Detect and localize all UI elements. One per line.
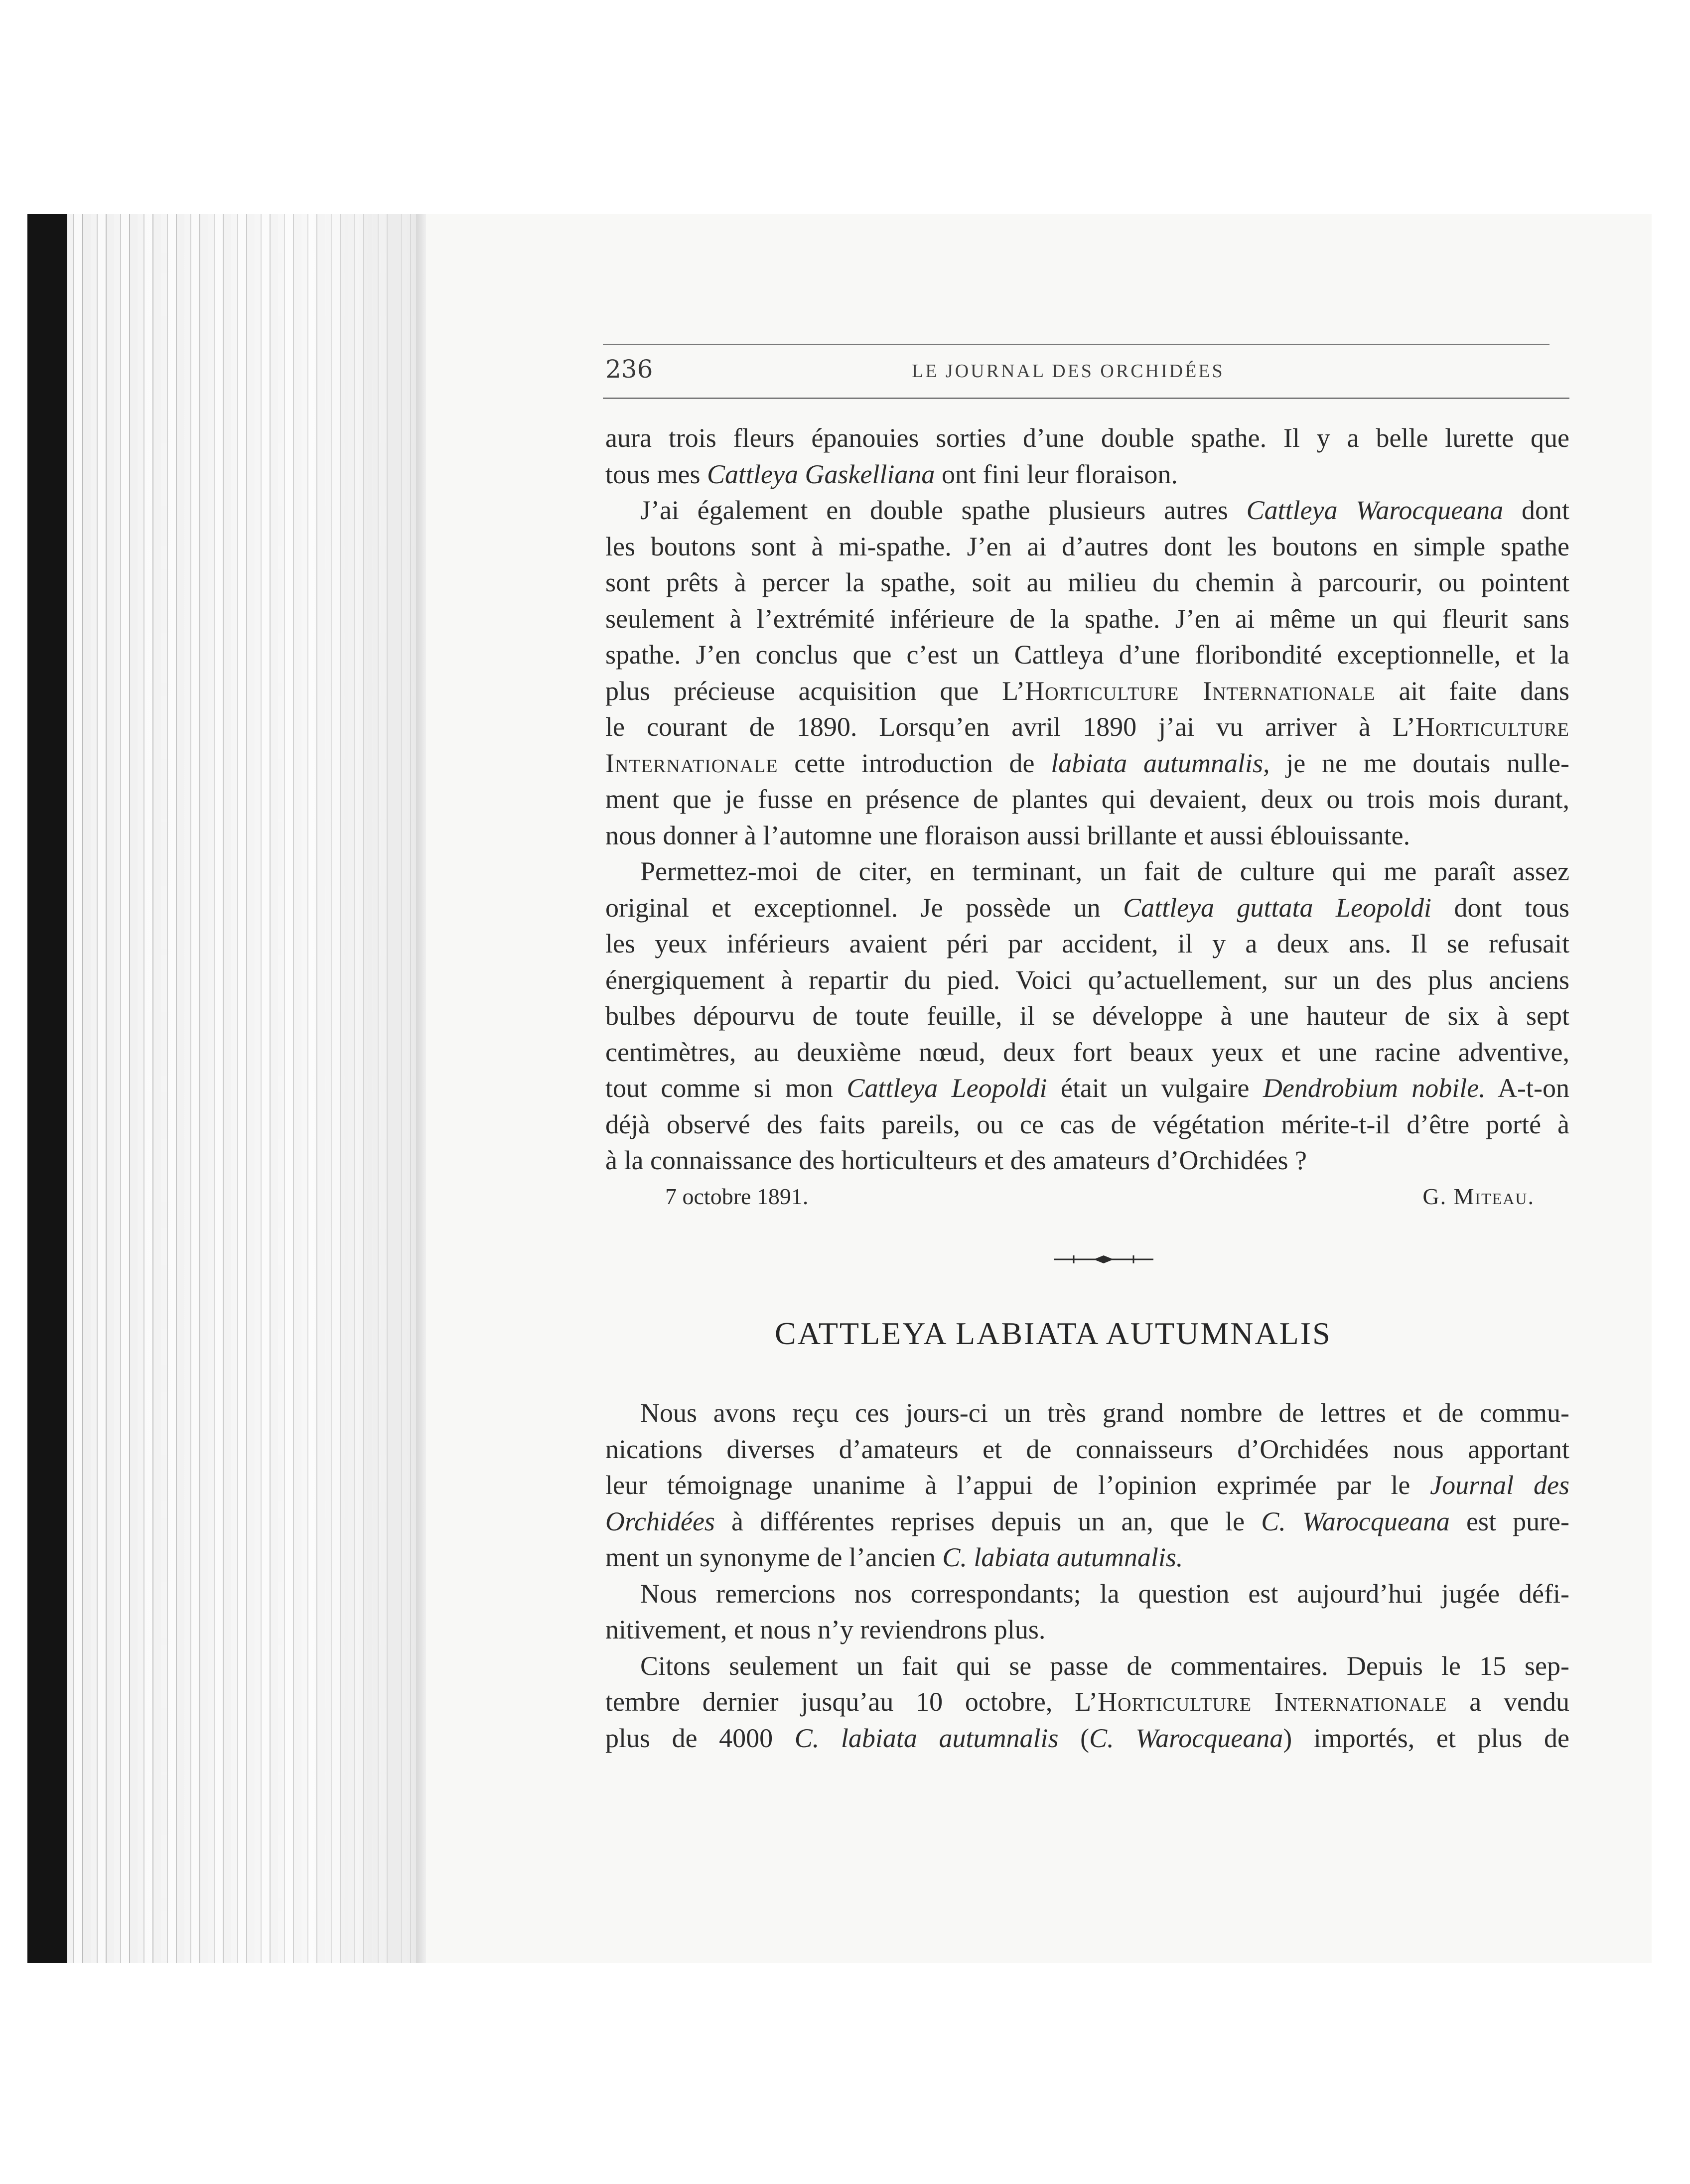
text-line xyxy=(605,926,1569,962)
text-line xyxy=(605,456,1569,493)
text-run: est pure- xyxy=(1449,1506,1570,1536)
text-line xyxy=(605,1684,1569,1720)
text-run: C. labiata autumnalis xyxy=(794,1723,1059,1753)
text-line xyxy=(605,1395,1569,1431)
text-run: déjà observé des faits pareils, ou ce cas de végétation mérite-t-il d’être porté à xyxy=(605,1109,1569,1139)
text-run: les yeux inférieurs avaient péri par accident, il y a deux ans. Il se refusait xyxy=(605,929,1569,958)
section-heading: CATTLEYA LABIATA AUTUMNALIS xyxy=(775,1316,1332,1351)
text-run: dont tous xyxy=(1431,892,1569,923)
text-run: labiata autumnalis, xyxy=(1051,748,1270,778)
text-run: cette introduction de xyxy=(778,748,1051,778)
text-line xyxy=(605,818,1569,854)
text-line xyxy=(605,853,1569,890)
running-title: LE JOURNAL DES ORCHIDÉES xyxy=(912,361,1225,382)
text-run: seulement à l’extrémité inférieure de la spathe. J’en ai même un qui fleurit sans xyxy=(605,603,1569,634)
text-line xyxy=(605,1142,1569,1179)
text-run: Dendrobium nobile. xyxy=(1263,1073,1486,1103)
text-line xyxy=(605,529,1569,565)
text-run: sont prêts à percer la spathe, soit au milieu du chemin à parcourir, ou pointent xyxy=(605,567,1569,597)
text-run: tembre dernier jusqu’au 10 octobre, L’ xyxy=(605,1687,1098,1717)
text-run: C. labiata autumnalis. xyxy=(942,1542,1183,1572)
text-run: Internationale xyxy=(605,748,778,778)
text-run: spathe. J’en conclus que c’est un Cattleya d’une floribondité exceptionnelle, et la xyxy=(605,640,1569,670)
text-run: Horticulture Internationale xyxy=(1025,676,1376,706)
text-run: nications diverses d’amateurs et de connaisseurs d’Orchidées nous apportant xyxy=(605,1434,1569,1464)
text-run: C. Warocqueana xyxy=(1261,1506,1450,1536)
book-cover-edge xyxy=(27,214,67,1963)
text-run: Horticulture Internationale xyxy=(1098,1687,1447,1717)
text-run: Orchidées xyxy=(605,1506,715,1536)
text-line xyxy=(605,962,1569,998)
text-run: ( xyxy=(1058,1723,1090,1753)
text-run: Cattleya Warocqueana xyxy=(1246,495,1504,525)
text-run: ment que je fusse en présence de plantes qui devaient, deux ou trois mois durant, xyxy=(605,784,1569,814)
text-line xyxy=(605,890,1569,926)
text-run: aura trois fleurs épanouies sorties d’une double spathe. Il y a belle lurette que xyxy=(605,423,1569,453)
text-run: nous donner à l’automne une floraison aussi brillante et aussi éblouissante. xyxy=(605,820,1410,850)
author-signature: G. Miteau. xyxy=(1422,1183,1535,1209)
text-run: plus de 4000 xyxy=(605,1723,795,1753)
top-rule xyxy=(603,344,1549,345)
text-run: a vendu xyxy=(1447,1687,1569,1717)
article-cattleya-body xyxy=(605,1395,1569,1756)
text-run: à la connaissance des horticulteurs et des amateurs d’Orchidées ? xyxy=(605,1145,1307,1175)
text-run: nitivement, et nous n’y reviendrons plus. xyxy=(605,1615,1046,1644)
text-run: les boutons sont à mi-spathe. J’en ai d’autres dont les boutons en simple spathe xyxy=(605,531,1569,561)
text-run: Cattleya Gaskelliana xyxy=(707,459,935,489)
text-run: le courant de 1890. Lorsqu’en avril 1890 j’ai vu arriver à L’ xyxy=(605,712,1415,742)
text-line xyxy=(605,998,1569,1034)
text-line xyxy=(605,601,1569,637)
text-run: Citons seulement un fait qui se passe de commentaires. Depuis le 15 sep- xyxy=(640,1650,1569,1681)
text-run: ment un synonyme de l’ancien xyxy=(605,1542,943,1572)
text-line xyxy=(605,1106,1569,1143)
dateline-signature xyxy=(605,1179,1569,1215)
text-run: tout comme si mon xyxy=(605,1073,847,1103)
text-run: Permettez-moi de citer, en terminant, un fait de culture qui me paraît assez xyxy=(640,856,1569,886)
text-run: ont fini leur floraison. xyxy=(935,459,1178,489)
text-run: C. Warocqueana xyxy=(1089,1723,1283,1753)
text-line xyxy=(605,1720,1569,1757)
text-line xyxy=(605,709,1569,745)
text-run: J’ai également en double spathe plusieurs autres xyxy=(640,495,1247,525)
ornament-diamond xyxy=(1094,1255,1114,1263)
text-run: original et exceptionnel. Je possède un xyxy=(605,892,1124,923)
text-run: Cattleya Leopoldi xyxy=(846,1073,1047,1103)
text-line xyxy=(605,1576,1569,1612)
stacked-page-edges xyxy=(67,214,416,1963)
text-run: était un vulgaire xyxy=(1047,1073,1263,1103)
text-run: leur témoignage unanime à l’appui de l’opinion exprimée par le xyxy=(605,1470,1430,1500)
text-run: ait faite dans xyxy=(1375,676,1569,706)
text-line xyxy=(605,492,1569,529)
text-run: A-t-on xyxy=(1485,1073,1569,1103)
page-number: 236 xyxy=(605,355,653,384)
text-line xyxy=(605,1070,1569,1106)
article-miteau-body xyxy=(605,420,1569,1215)
text-run: centimètres, au deuxième nœud, deux fort beaux yeux et une racine adventive, xyxy=(605,1037,1569,1067)
text-run: Nous remercions nos correspondants; la question est aujourd’hui jugée défi- xyxy=(640,1578,1569,1609)
text-line xyxy=(605,673,1569,709)
section-divider-ornament xyxy=(1054,1253,1153,1265)
text-run: tous mes xyxy=(605,459,707,489)
text-run: Nous avons reçu ces jours-ci un très grand nombre de lettres et de commu- xyxy=(640,1398,1569,1428)
text-run: ) importés, et plus de xyxy=(1283,1723,1569,1753)
text-line xyxy=(605,1503,1569,1540)
text-line xyxy=(605,420,1569,456)
text-line xyxy=(605,1539,1569,1576)
text-run: énergiquement à repartir du pied. Voici qu’actuellement, sur un des plus anciens xyxy=(605,964,1569,995)
article-date: 7 octobre 1891. xyxy=(665,1183,809,1209)
text-line xyxy=(605,745,1569,782)
text-line xyxy=(605,1648,1569,1684)
text-run: plus précieuse acquisition que L’ xyxy=(605,676,1025,706)
text-line xyxy=(605,1431,1569,1468)
header-rule xyxy=(603,398,1569,399)
text-line xyxy=(605,1034,1569,1071)
text-line xyxy=(605,637,1569,673)
text-run: Cattleya guttata Leopoldi xyxy=(1123,892,1432,923)
text-run: je ne me doutais nulle- xyxy=(1269,748,1570,778)
book-gutter xyxy=(416,214,426,1963)
text-run: Horticulture xyxy=(1415,712,1569,742)
text-line xyxy=(605,564,1569,601)
text-line xyxy=(605,781,1569,818)
text-line xyxy=(605,1467,1569,1503)
text-run: à différentes reprises depuis un an, que le xyxy=(714,1506,1262,1536)
text-run: Journal des xyxy=(1430,1470,1569,1500)
text-line xyxy=(605,1612,1569,1648)
text-run: dont xyxy=(1503,495,1569,525)
text-run: bulbes dépourvu de toute feuille, il se développe à une hauteur de six à sept xyxy=(605,1001,1569,1031)
